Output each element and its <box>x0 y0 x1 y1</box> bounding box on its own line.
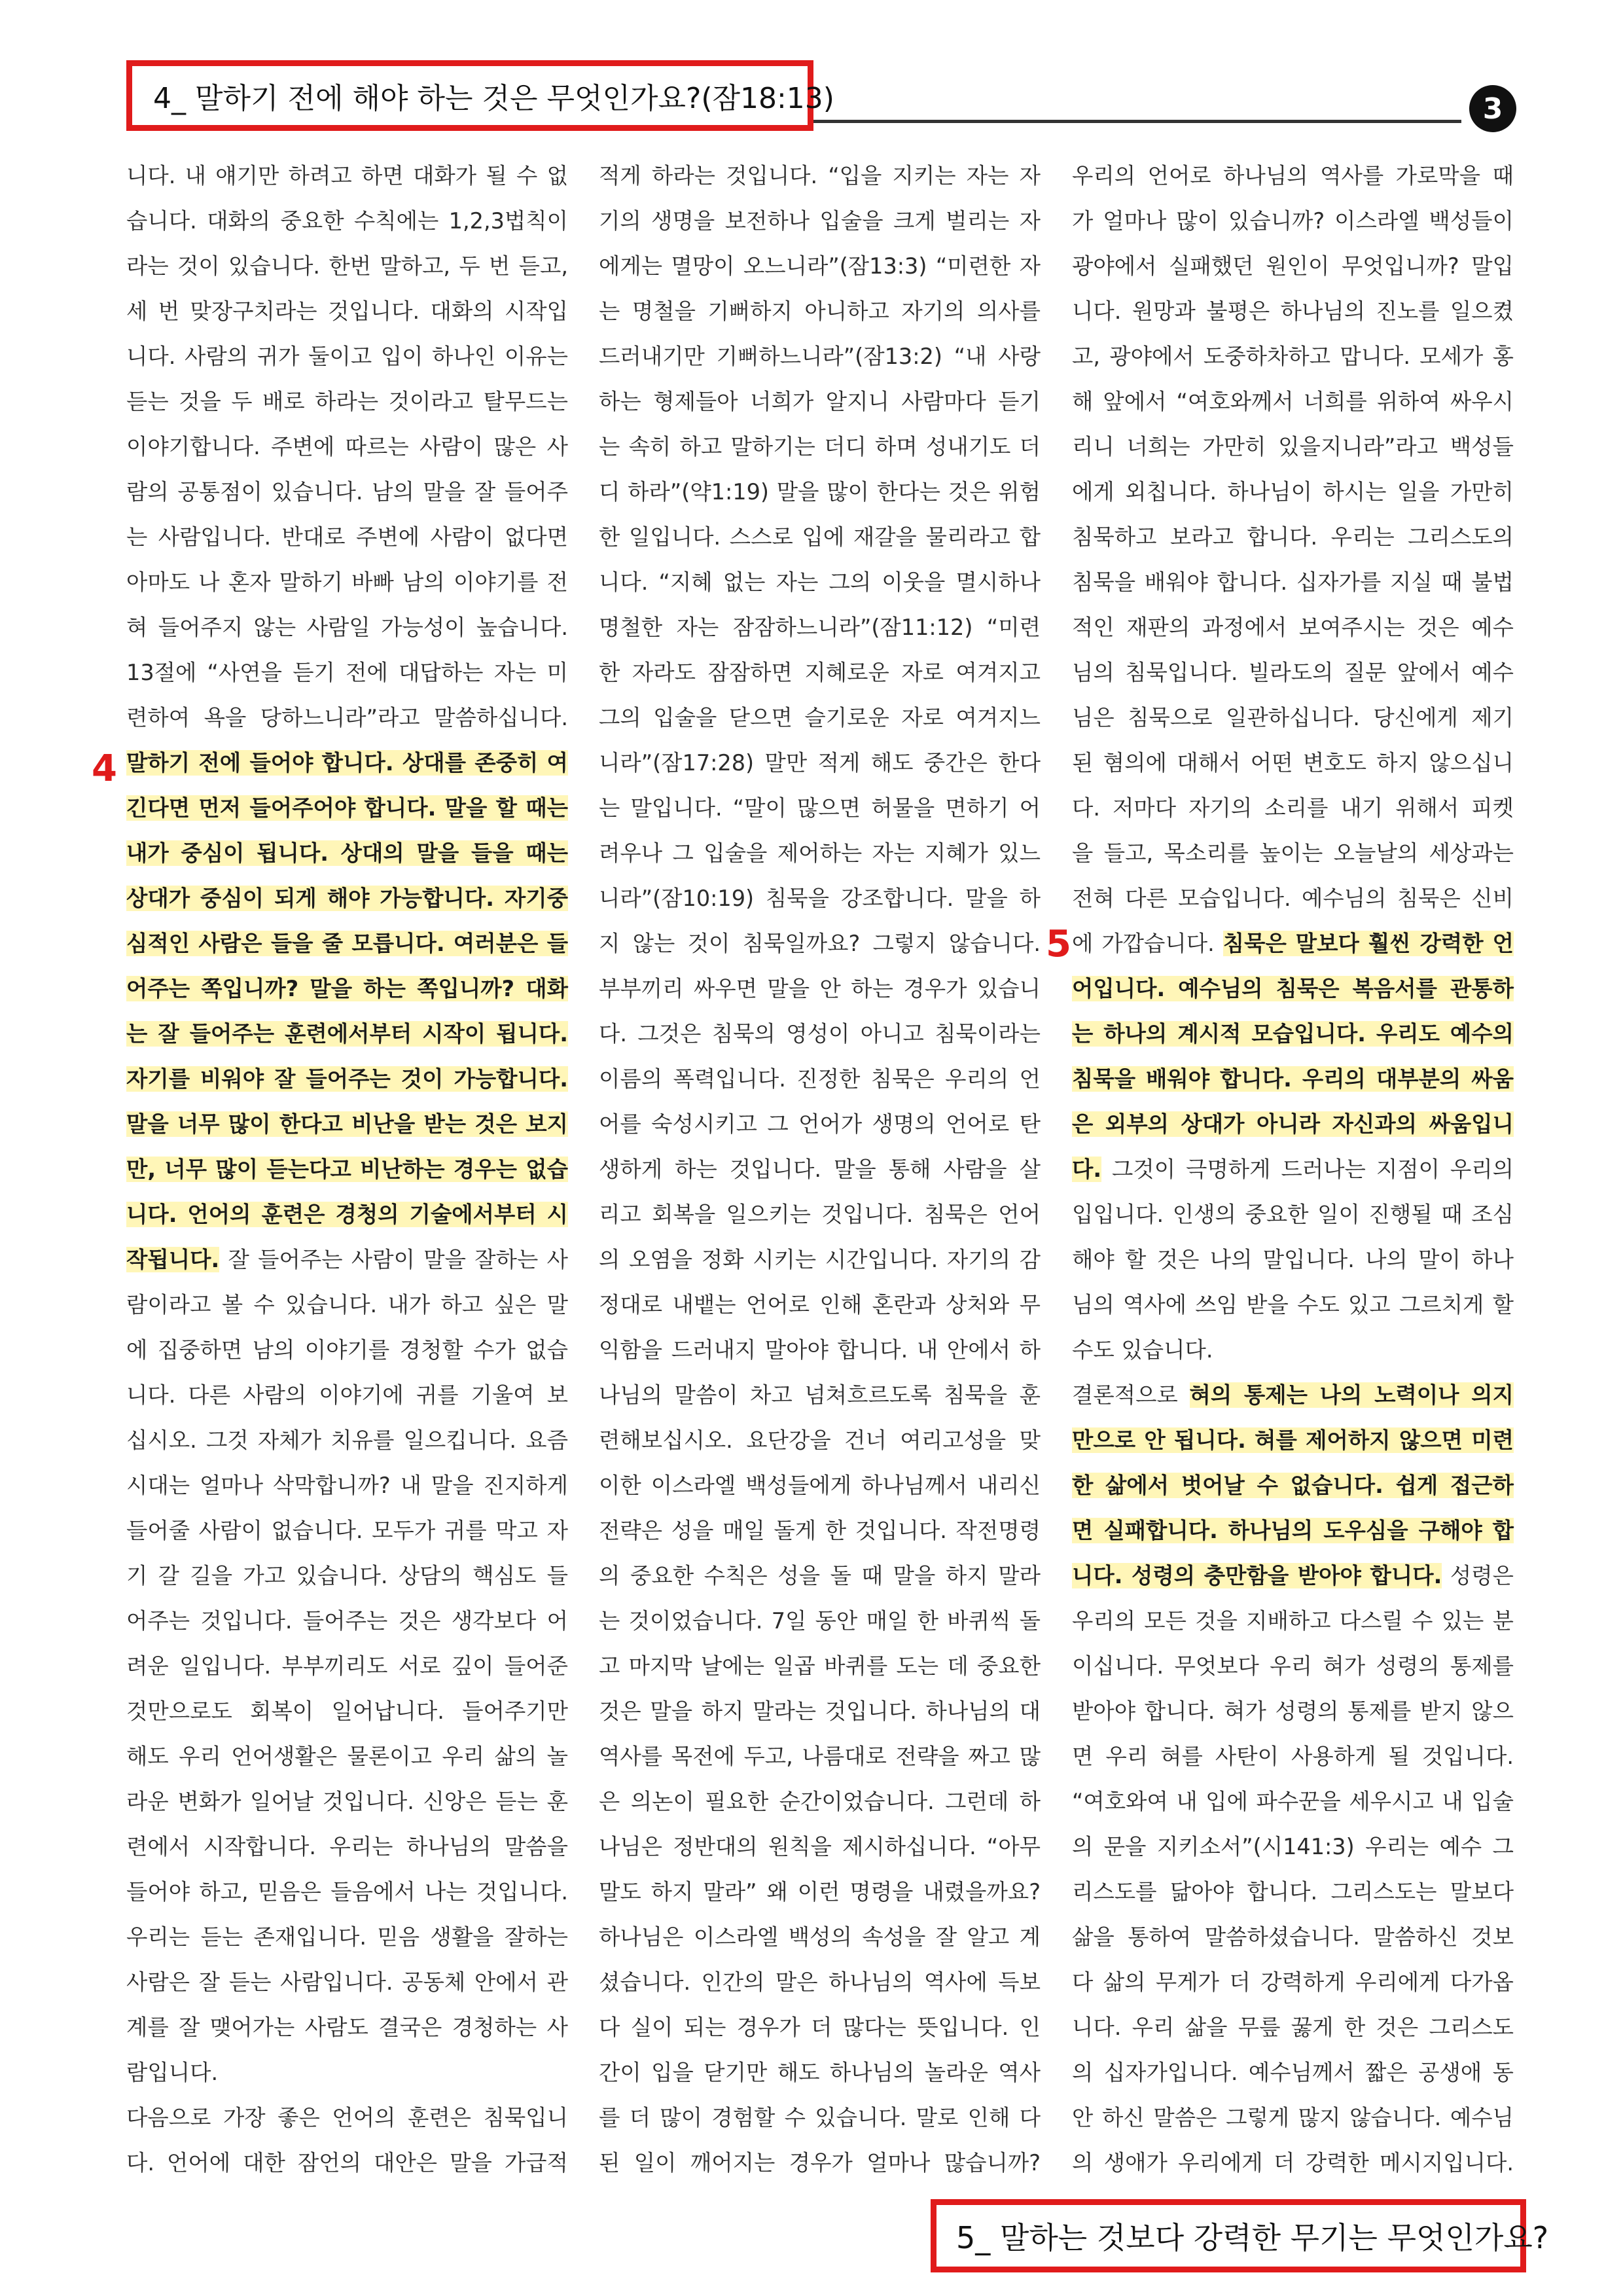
text-line <box>599 2095 1041 2140</box>
body-text: 은 의논이 필요한 순간이었습니다. 그런데 하 <box>599 1789 1041 1814</box>
body-text: 람의 공통점이 있습니다. 남의 말을 잘 들어주 <box>126 479 568 505</box>
highlighted-text: 면 실패합니다. 하나님의 도우심을 구해야 합 <box>1072 1518 1514 1543</box>
text-line <box>599 1192 1041 1237</box>
highlighted-text: 는 하나의 계시적 모습입니다. 우리도 예수의 <box>1072 1021 1514 1047</box>
text-line <box>126 1553 568 1598</box>
text-line <box>1072 1734 1514 1779</box>
text-line <box>126 2005 568 2050</box>
body-text: 의 오염을 정화 시키는 시간입니다. 자기의 감 <box>599 1247 1041 1272</box>
text-line <box>126 921 568 966</box>
text-line <box>1072 1960 1514 2005</box>
highlighted-text: 작됩니다. <box>126 1247 220 1272</box>
text-line <box>126 1869 568 1914</box>
text-line <box>599 334 1041 379</box>
body-text: 이한 이스라엘 백성들에게 하나님께서 내리신 <box>599 1473 1041 1498</box>
text-line <box>599 1237 1041 1282</box>
text-line <box>126 560 568 605</box>
text-line <box>1072 1418 1514 1463</box>
text-line <box>126 831 568 876</box>
text-line <box>126 1056 568 1102</box>
text-line <box>126 243 568 289</box>
body-text: 에게는 멸망이 오느니라”(잠13:3) “미련한 자 <box>599 253 1041 279</box>
text-line <box>599 740 1041 785</box>
body-text: 를 더 많이 경험할 수 있습니다. 말로 인해 다 <box>599 2105 1041 2130</box>
page-number-badge <box>1469 85 1516 132</box>
body-text: 우리는 듣는 존재입니다. 믿음 생활을 잘하는 <box>126 1924 568 1950</box>
text-line <box>126 2050 568 2095</box>
text-line <box>126 1282 568 1327</box>
body-text: 말도 하지 말라” 왜 이런 명령을 내렸을까요? <box>599 1879 1041 1905</box>
text-line <box>599 198 1041 243</box>
text-line <box>126 2095 568 2140</box>
body-text: 이야기합니다. 주변에 따르는 사람이 많은 사 <box>126 434 568 459</box>
body-text: 세 번 맞장구치라는 것입니다. 대화의 시작입 <box>126 298 568 324</box>
text-line <box>1072 1914 1514 1960</box>
body-text: 성령은 <box>1442 1563 1514 1588</box>
body-text: 익함을 드러내지 말아야 합니다. 내 안에서 하 <box>599 1337 1041 1363</box>
text-line <box>1072 1643 1514 1689</box>
text-line <box>1072 605 1514 650</box>
body-text: 우리의 언어로 하나님의 역사를 가로막을 때 <box>1072 163 1514 188</box>
text-line <box>126 2140 568 2185</box>
highlighted-text: 어입니다. 예수님의 침묵은 복음서를 관통하 <box>1072 976 1514 1001</box>
text-line <box>599 1643 1041 1689</box>
body-text: 의 십자가입니다. 예수님께서 짧은 공생애 동 <box>1072 2060 1514 2085</box>
text-line <box>126 1643 568 1689</box>
highlighted-text: 한 삶에서 벗어날 수 없습니다. 쉽게 접근하 <box>1072 1473 1514 1498</box>
text-line <box>1072 1598 1514 1643</box>
section-4-marker: 4 <box>92 747 117 790</box>
body-text: 을 들고, 목소리를 높이는 오늘날의 세상과는 <box>1072 840 1514 866</box>
body-text: 듣는 것을 두 배로 하라는 것이라고 탈무드는 <box>126 389 568 414</box>
highlighted-text: 니다. 성령의 충만함을 받아야 합니다. <box>1072 1563 1442 1588</box>
text-line <box>126 1327 568 1372</box>
text-line <box>126 1372 568 1418</box>
body-text: 어를 숙성시키고 그 언어가 생명의 언어로 탄 <box>599 1111 1041 1137</box>
text-line <box>126 334 568 379</box>
text-line <box>126 1914 568 1960</box>
text-line <box>126 1779 568 1824</box>
text-line <box>1072 198 1514 243</box>
text-column-1 <box>126 153 568 2185</box>
section-5-heading-text: 5_ 말하는 것보다 강력한 무기는 무엇인가요? <box>956 2220 1549 2255</box>
highlighted-text: 니다. 언어의 훈련은 경청의 기술에서부터 시 <box>126 1202 568 1227</box>
body-text: 계를 잘 맺어가는 사람도 결국은 경청하는 사 <box>126 2015 568 2040</box>
highlighted-text: 말하기 전에 들어야 합니다. 상대를 존중히 여 <box>126 750 568 776</box>
body-text: 정대로 내뱉는 언어로 인해 혼란과 상처와 무 <box>599 1292 1041 1318</box>
body-text: 것은 말을 하지 말라는 것입니다. 하나님의 대 <box>599 1698 1041 1724</box>
body-text: 니다. “지혜 없는 자는 그의 이웃을 멸시하나 <box>599 569 1041 595</box>
text-line <box>599 560 1041 605</box>
text-line <box>126 289 568 334</box>
text-line <box>126 1824 568 1869</box>
highlighted-text: 만으로 안 됩니다. 혀를 제어하지 않으면 미련 <box>1072 1427 1514 1453</box>
text-line <box>126 1734 568 1779</box>
text-line <box>599 1056 1041 1102</box>
page-number: 3 <box>1482 92 1503 126</box>
body-text: 의 중요한 수칙은 성을 돌 때 말을 하지 말라 <box>599 1563 1041 1588</box>
body-text: 우리의 모든 것을 지배하고 다스릴 수 있는 분 <box>1072 1608 1514 1634</box>
text-line <box>1072 334 1514 379</box>
body-text: 한 일입니다. 스스로 입에 재갈을 물리라고 합 <box>599 524 1041 550</box>
text-column-2 <box>599 153 1041 2185</box>
text-line <box>1072 921 1514 966</box>
text-line <box>1072 2095 1514 2140</box>
text-line <box>126 379 568 424</box>
body-text: 침묵을 배워야 합니다. 십자가를 지실 때 불법 <box>1072 569 1514 595</box>
text-line <box>599 289 1041 334</box>
text-line <box>1072 1147 1514 1192</box>
body-text: 명철한 자는 잠잠하느니라”(잠11:12) “미련 <box>599 615 1041 640</box>
text-line <box>1072 560 1514 605</box>
highlighted-text: 내가 중심이 됩니다. 상대의 말을 들을 때는 <box>126 840 568 866</box>
text-line <box>599 469 1041 514</box>
text-line <box>1072 1779 1514 1824</box>
body-text: 나님의 말씀이 차고 넘쳐흐르도록 침묵을 훈 <box>599 1382 1041 1408</box>
text-line <box>1072 695 1514 740</box>
body-text: 혀 들어주지 않는 사람일 가능성이 높습니다. <box>126 615 568 640</box>
body-text: 기의 생명을 보전하나 입술을 크게 벌리는 자 <box>599 208 1041 234</box>
text-line <box>599 1418 1041 1463</box>
text-line <box>126 153 568 198</box>
body-text: 련하여 욕을 당하느니라”라고 말씀하십니다. <box>126 705 568 730</box>
body-text: 라운 변화가 일어날 것입니다. 신앙은 듣는 훈 <box>126 1789 568 1814</box>
body-text: 디 하라”(약1:19) 말을 많이 한다는 것은 위험 <box>599 479 1041 505</box>
text-line <box>126 1418 568 1463</box>
body-text: 생하게 하는 것입니다. 말을 통해 사람을 살 <box>599 1157 1041 1182</box>
text-line <box>599 1960 1041 2005</box>
body-text: 잘 들어주는 사람이 말을 잘하는 사 <box>219 1247 568 1272</box>
text-line <box>1072 1102 1514 1147</box>
text-line <box>1072 153 1514 198</box>
text-line <box>599 921 1041 966</box>
text-line <box>1072 650 1514 695</box>
body-text: 적게 하라는 것입니다. “입을 지키는 자는 자 <box>599 163 1041 188</box>
highlighted-text: 다. <box>1072 1157 1102 1182</box>
body-text: 다 실이 되는 경우가 더 많다는 뜻입니다. 인 <box>599 2015 1041 2040</box>
body-text: 수도 있습니다. <box>1072 1337 1213 1363</box>
text-line <box>599 1463 1041 1508</box>
text-line <box>599 2050 1041 2095</box>
body-text: 역사를 목전에 두고, 나름대로 전략을 짜고 많 <box>599 1744 1041 1769</box>
body-text: 전혀 다른 모습입니다. 예수님의 침묵은 신비 <box>1072 886 1514 911</box>
highlighted-text: 말을 너무 많이 한다고 비난을 받는 것은 보지 <box>126 1111 568 1137</box>
body-text: 는 속히 하고 말하기는 더디 하며 성내기도 더 <box>599 434 1041 459</box>
text-line <box>599 2140 1041 2185</box>
text-line <box>126 514 568 560</box>
highlighted-text: 자기를 비워야 잘 들어주는 것이 가능합니다. <box>126 1066 568 1092</box>
body-text: 들어줄 사람이 없습니다. 모두가 귀를 막고 자 <box>126 1518 568 1543</box>
text-line <box>599 831 1041 876</box>
highlighted-text: 침묵을 배워야 합니다. 우리의 대부분의 싸움 <box>1072 1066 1514 1092</box>
highlighted-text: 어주는 쪽입니까? 말을 하는 쪽입니까? 대화 <box>126 976 568 1001</box>
text-line <box>1072 1372 1514 1418</box>
highlighted-text: 혀의 통제는 나의 노력이나 의지 <box>1189 1382 1514 1408</box>
text-line <box>599 1598 1041 1643</box>
body-text: 부부끼리 싸우면 말을 안 하는 경우가 있습니 <box>599 976 1041 1001</box>
text-line <box>599 1869 1041 1914</box>
body-text: 된 일이 깨어지는 경우가 얼마나 많습니까? <box>599 2150 1041 2176</box>
text-line <box>126 198 568 243</box>
body-text: 이름의 폭력입니다. 진정한 침묵은 우리의 언 <box>599 1066 1041 1092</box>
body-text: 십시오. 그것 자체가 치유를 일으킵니다. 요즘 <box>126 1427 568 1453</box>
body-text: 사람은 잘 듣는 사람입니다. 공동체 안에서 관 <box>126 1969 568 1995</box>
text-line <box>126 785 568 831</box>
body-text: “여호와여 내 입에 파수꾼을 세우시고 내 입술 <box>1072 1789 1514 1814</box>
text-line <box>126 1192 568 1237</box>
section-5-marker: 5 <box>1046 923 1071 965</box>
text-line <box>1072 2005 1514 2050</box>
text-line <box>599 1824 1041 1869</box>
body-text: 기 갈 길을 가고 있습니다. 상담의 핵심도 들 <box>126 1563 568 1588</box>
body-text: 해 앞에서 “여호와께서 너희를 위하여 싸우시 <box>1072 389 1514 414</box>
body-text: 것만으로도 회복이 일어납니다. 들어주기만 <box>126 1698 568 1724</box>
text-line <box>599 1282 1041 1327</box>
body-text: 니다. 사람의 귀가 둘이고 입이 하나인 이유는 <box>126 344 568 369</box>
body-text: 려운 일입니다. 부부끼리도 서로 깊이 들어준 <box>126 1653 568 1679</box>
body-text: 라는 것이 있습니다. 한번 말하고, 두 번 듣고, <box>126 253 568 279</box>
text-line <box>126 1147 568 1192</box>
body-text: 침묵하고 보라고 합니다. 우리는 그리스도의 <box>1072 524 1514 550</box>
text-line <box>599 1327 1041 1372</box>
body-text: 다. 저마다 자기의 소리를 내기 위해서 피켓 <box>1072 795 1514 821</box>
text-line <box>1072 1553 1514 1598</box>
text-line <box>599 1689 1041 1734</box>
body-text: 다. 그것은 침묵의 영성이 아니고 침묵이라는 <box>599 1021 1041 1047</box>
text-line <box>126 1960 568 2005</box>
body-text: 니다. 다른 사람의 이야기에 귀를 기울여 보 <box>126 1382 568 1408</box>
text-line <box>599 1372 1041 1418</box>
text-line <box>126 1689 568 1734</box>
body-text: 들어야 하고, 믿음은 들음에서 나는 것입니다. <box>126 1879 568 1905</box>
body-text: 입입니다. 인생의 중요한 일이 진행될 때 조심 <box>1072 1202 1514 1227</box>
text-column-3 <box>1072 153 1514 2185</box>
body-text: 어주는 것입니다. 들어주는 것은 생각보다 어 <box>126 1608 568 1634</box>
text-line <box>1072 514 1514 560</box>
body-text: 결론적으로 <box>1072 1382 1190 1408</box>
body-text: 니라”(잠17:28) 말만 적게 해도 중간은 한다 <box>599 750 1041 776</box>
text-line <box>599 650 1041 695</box>
body-text: 니다. 내 얘기만 하려고 하면 대화가 될 수 없 <box>126 163 568 188</box>
text-line <box>599 379 1041 424</box>
body-text: 련해보십시오. 요단강을 건너 여리고성을 맞 <box>599 1427 1041 1453</box>
text-line <box>599 1508 1041 1553</box>
body-text: 련에서 시작합니다. 우리는 하나님의 말씀을 <box>126 1834 568 1859</box>
body-text: 하는 형제들아 너희가 알지니 사람마다 듣기 <box>599 389 1041 414</box>
body-text: 면 우리 혀를 사탄이 사용하게 될 것입니다. <box>1072 1744 1514 1769</box>
body-text: 셨습니다. 인간의 말은 하나님의 역사에 득보 <box>599 1969 1041 1995</box>
text-line <box>1072 876 1514 921</box>
body-text: 습니다. 대화의 중요한 수칙에는 1,2,3법칙이 <box>126 208 568 234</box>
body-text: 리스도를 닮아야 합니다. 그리스도는 말보다 <box>1072 1879 1514 1905</box>
text-line <box>599 1914 1041 1960</box>
body-text: 는 명철을 기뻐하지 아니하고 자기의 의사를 <box>599 298 1041 324</box>
text-line <box>1072 1056 1514 1102</box>
text-line <box>1072 1869 1514 1914</box>
text-line <box>599 695 1041 740</box>
body-text: 그의 입술을 닫으면 슬기로운 자로 여겨지느 <box>599 705 1041 730</box>
body-text: 그것이 극명하게 드러나는 지점이 우리의 <box>1101 1157 1514 1182</box>
body-text: 는 사람입니다. 반대로 주변에 사람이 없다면 <box>126 524 568 550</box>
body-text: 해도 우리 언어생활은 물론이고 우리 삶의 놀 <box>126 1744 568 1769</box>
body-text: 님은 침묵으로 일관하십니다. 당신에게 제기 <box>1072 705 1514 730</box>
body-text: 에 집중하면 남의 이야기를 경청할 수가 없습 <box>126 1337 568 1363</box>
body-text: 다 삶의 무게가 더 강력하게 우리에게 다가옵 <box>1072 1969 1514 1995</box>
body-text: 다음으로 가장 좋은 언어의 훈련은 침묵입니 <box>126 2105 568 2130</box>
header-rule <box>813 120 1461 123</box>
body-text: 삶을 통하여 말씀하셨습니다. 말씀하신 것보 <box>1072 1924 1514 1950</box>
text-line <box>126 1011 568 1056</box>
text-line <box>1072 831 1514 876</box>
text-line <box>126 740 568 785</box>
text-line <box>599 785 1041 831</box>
body-text: 니다. 우리 삶을 무릎 꿇게 한 것은 그리스도 <box>1072 2015 1514 2040</box>
section-4-heading <box>126 60 834 131</box>
body-text: 님의 역사에 쓰임 받을 수도 있고 그르치게 할 <box>1072 1292 1514 1318</box>
text-line <box>599 1779 1041 1824</box>
highlighted-text: 는 잘 들어주는 훈련에서부터 시작이 됩니다. <box>126 1021 568 1047</box>
body-text: 아마도 나 혼자 말하기 바빠 남의 이야기를 전 <box>126 569 568 595</box>
highlighted-text: 침묵은 말보다 훨씬 강력한 언 <box>1222 931 1514 956</box>
text-line <box>126 605 568 650</box>
text-line <box>126 469 568 514</box>
body-text: 나님은 정반대의 원칙을 제시하십니다. “아무 <box>599 1834 1041 1859</box>
text-line <box>1072 469 1514 514</box>
text-line <box>599 966 1041 1011</box>
text-line <box>599 1102 1041 1147</box>
body-text: 받아야 합니다. 혀가 성령의 통제를 받지 않으 <box>1072 1698 1514 1724</box>
body-text: 님의 침묵입니다. 빌라도의 질문 앞에서 예수 <box>1072 660 1514 685</box>
text-line <box>599 605 1041 650</box>
text-line <box>599 514 1041 560</box>
body-text: 니다. 원망과 불평은 하나님의 진노를 일으켰 <box>1072 298 1514 324</box>
section-4-heading-text: 4_ 말하기 전에 해야 하는 것은 무엇인가요?(잠18:13) <box>153 82 834 115</box>
body-text: 고 마지막 날에는 일곱 바퀴를 도는 데 중요한 <box>599 1653 1041 1679</box>
text-line <box>126 876 568 921</box>
text-line <box>1072 1463 1514 1508</box>
text-line <box>1072 2140 1514 2185</box>
body-text: 에 가깝습니다. <box>1072 931 1223 956</box>
text-line <box>1072 1508 1514 1553</box>
text-line <box>1072 379 1514 424</box>
body-text: 하나님은 이스라엘 백성의 속성을 잘 알고 계 <box>599 1924 1041 1950</box>
text-line <box>599 876 1041 921</box>
text-line <box>1072 1282 1514 1327</box>
body-text: 된 혐의에 대해서 어떤 변호도 하지 않으십니 <box>1072 750 1514 776</box>
body-text: 리고 회복을 일으키는 것입니다. 침묵은 언어 <box>599 1202 1041 1227</box>
body-text: 전략은 성을 매일 돌게 한 것입니다. 작전명령 <box>599 1518 1041 1543</box>
body-text: 시대는 얼마나 삭막합니까? 내 말을 진지하게 <box>126 1473 568 1498</box>
text-line <box>1072 424 1514 469</box>
text-line <box>126 424 568 469</box>
body-text: 람이라고 볼 수 있습니다. 내가 하고 싶은 말 <box>126 1292 568 1318</box>
highlighted-text: 만, 너무 많이 듣는다고 비난하는 경우는 없습 <box>126 1157 568 1182</box>
text-line <box>599 153 1041 198</box>
text-line <box>126 1237 568 1282</box>
body-text: 고, 광야에서 도중하차하고 맙니다. 모세가 홍 <box>1072 344 1514 369</box>
body-text: 이십니다. 무엇보다 우리 혀가 성령의 통제를 <box>1072 1653 1514 1679</box>
body-text: 려우나 그 입술을 제어하는 자는 지혜가 있느 <box>599 840 1041 866</box>
text-line <box>1072 1824 1514 1869</box>
text-line <box>599 1011 1041 1056</box>
text-line <box>1072 1011 1514 1056</box>
text-line <box>599 1147 1041 1192</box>
text-line <box>1072 243 1514 289</box>
highlighted-text: 심적인 사람은 들을 줄 모릅니다. 여러분은 들 <box>126 931 568 956</box>
text-line <box>126 966 568 1011</box>
text-line <box>599 424 1041 469</box>
text-line <box>599 2005 1041 2050</box>
body-text: 해야 할 것은 나의 말입니다. 나의 말이 하나 <box>1072 1247 1514 1272</box>
text-line <box>126 650 568 695</box>
body-text: 드러내기만 기뻐하느니라”(잠13:2) “내 사랑 <box>599 344 1041 369</box>
body-text: 에게 외칩니다. 하나님이 하시는 일을 가만히 <box>1072 479 1514 505</box>
body-text: 광야에서 실패했던 원인이 무엇입니까? 말입 <box>1072 253 1514 279</box>
highlighted-text: 긴다면 먼저 들어주어야 합니다. 말을 할 때는 <box>126 795 568 821</box>
text-line <box>599 1734 1041 1779</box>
highlighted-text: 상대가 중심이 되게 해야 가능합니다. 자기중 <box>126 886 568 911</box>
text-line <box>1072 1689 1514 1734</box>
text-line <box>1072 740 1514 785</box>
text-line <box>1072 1237 1514 1282</box>
highlighted-text: 은 외부의 상대가 아니라 자신과의 싸움입니 <box>1072 1111 1514 1137</box>
body-text: 가 얼마나 많이 있습니까? 이스라엘 백성들이 <box>1072 208 1514 234</box>
text-line <box>1072 1327 1514 1372</box>
text-line <box>1072 785 1514 831</box>
text-line <box>1072 1192 1514 1237</box>
text-line <box>126 695 568 740</box>
body-text: 13절에 “사연을 듣기 전에 대답하는 자는 미 <box>126 660 568 685</box>
text-line <box>1072 966 1514 1011</box>
section-5-heading <box>931 2199 1549 2272</box>
body-text: 간이 입을 닫기만 해도 하나님의 놀라운 역사 <box>599 2060 1041 2085</box>
body-text: 적인 재판의 과정에서 보여주시는 것은 예수 <box>1072 615 1514 640</box>
body-text: 안 하신 말씀은 그렇게 많지 않습니다. 예수님 <box>1072 2105 1514 2130</box>
body-text: 는 것이었습니다. 7일 동안 매일 한 바퀴씩 돌 <box>599 1608 1041 1634</box>
body-text: 한 자라도 잠잠하면 지혜로운 자로 여겨지고 <box>599 660 1041 685</box>
body-text: 는 말입니다. “말이 많으면 허물을 면하기 어 <box>599 795 1041 821</box>
text-line <box>599 243 1041 289</box>
text-line <box>126 1598 568 1643</box>
text-line <box>126 1463 568 1508</box>
text-line <box>1072 2050 1514 2095</box>
body-text: 다. 언어에 대한 잠언의 대안은 말을 가급적 <box>126 2150 568 2176</box>
body-text: 의 생애가 우리에게 더 강력한 메시지입니다. <box>1072 2150 1514 2176</box>
body-text: 니라”(잠10:19) 침묵을 강조합니다. 말을 하 <box>599 886 1041 911</box>
body-text: 의 문을 지키소서”(시141:3) 우리는 예수 그 <box>1072 1834 1514 1859</box>
body-text: 지 않는 것이 침묵일까요? 그렇지 않습니다. <box>599 931 1041 956</box>
text-line <box>1072 289 1514 334</box>
body-text: 리니 너희는 가만히 있을지니라”라고 백성들 <box>1072 434 1514 459</box>
body-text: 람입니다. <box>126 2060 219 2085</box>
text-line <box>126 1508 568 1553</box>
text-line <box>599 1553 1041 1598</box>
text-line <box>126 1102 568 1147</box>
